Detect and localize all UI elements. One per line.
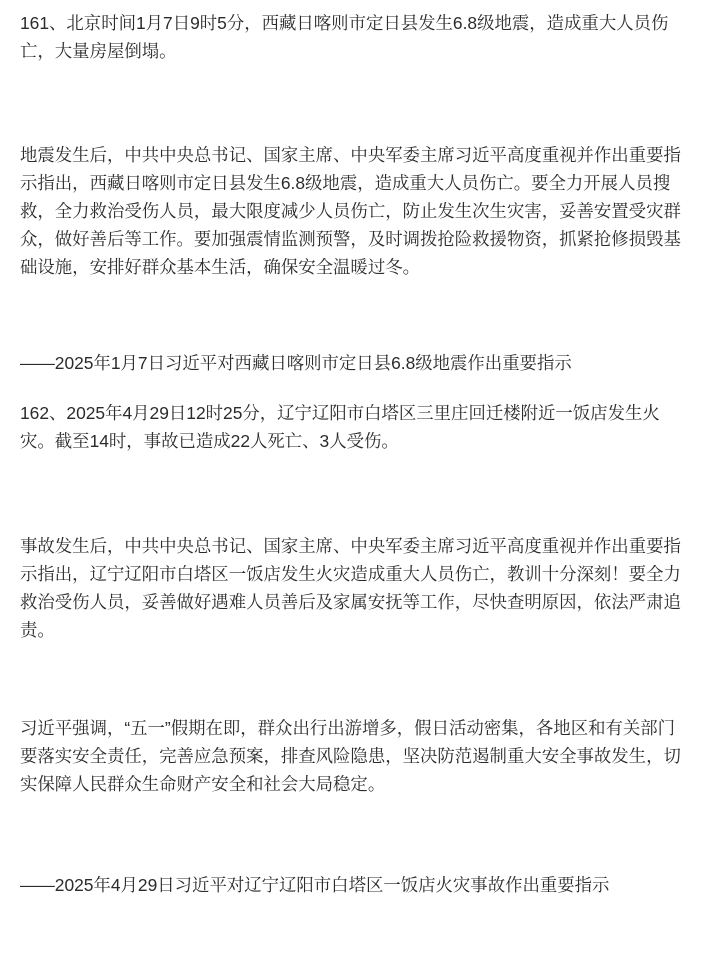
- attribution-line-162: ——2025年4月29日习近平对辽宁辽阳市白塔区一饭店火灾事故作出重要指示: [20, 875, 610, 895]
- attribution-line-161: ——2025年1月7日习近平对西藏日喀则市定日县6.8级地震作出重要指示: [20, 353, 572, 373]
- paragraph-item-161-directive: 地震发生后，中共中央总书记、国家主席、中央军委主席习近平高度重视并作出重要指示指出，西藏日喀则市定日县发生6.8级地震，造成重大人员伤亡。要全力开展人员搜救，全力救治受伤人员，最大限度减少人员伤亡，防止发生次生灾害，妥善安置受灾群众，做好善后等工作。要加强震情监测预警，及时调拨抢险救援物资，抓紧抢修损毁基础设施，安排好群众基本生活，确保安全温暖过冬。: [20, 145, 681, 277]
- paragraph-item-162-directive: 事故发生后，中共中央总书记、国家主席、中央军委主席习近平高度重视并作出重要指示指出，辽宁辽阳市白塔区一饭店发生火灾造成重大人员伤亡，教训十分深刻！要全力救治受伤人员，妥善做好遇难人员善后及家属安抚等工作，尽快查明原因，依法严肃追责。: [20, 536, 681, 640]
- paragraph-item-162-event: 162、2025年4月29日12时25分，辽宁辽阳市白塔区三里庄回迁楼附近一饭店发生火灾。截至14时，事故已造成22人死亡、3人受伤。: [20, 403, 660, 451]
- paragraph-item-162-emphasis: 习近平强调，“五一”假期在即，群众出行出游增多，假日活动密集，各地区和有关部门要落实安全责任，完善应急预案，排查风险隐患，坚决防范遏制重大安全事故发生，切实保障人民群众生命财产安全和社会大局稳定。: [20, 718, 681, 794]
- paragraph-item-161-event: 161、北京时间1月7日9时5分，西藏日喀则市定日县发生6.8级地震，造成重大人员伤亡，大量房屋倒塌。: [20, 13, 669, 61]
